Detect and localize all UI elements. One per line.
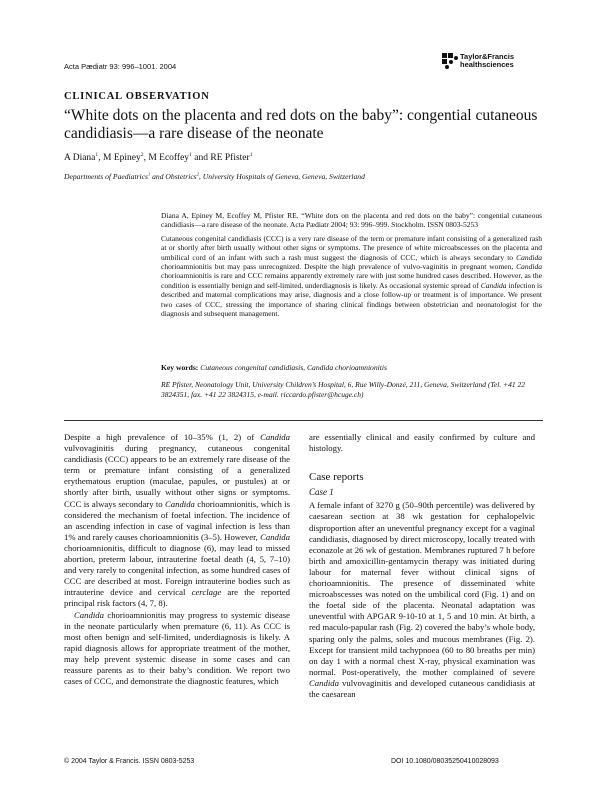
abstract-citation: Diana A, Epiney M, Ecoffey M, Pfister RE. “White dots on the placenta and red dots on the baby”: congential cutaneous candidiasis—a rare disease of the neonate. Acta Pædiatr 2004; 93: 996–999. Stockholm. ISSN 0803-5253: [161, 211, 542, 230]
body-column-right: [309, 432, 535, 700]
author-name: RE Pfister: [210, 153, 250, 163]
body-paragraph: A female infant of 3270 g (50–90th percentile) was delivered by caesarean section at 38 wk gestation for cephalopelvic disproportion after an uneventful pregnancy except for a vaginal candidiasis, diagnosed by direct microscopy, locally treated with econazole at 26 wk of gestation. Membranes ruptured 7 h before birth and amoxicillin-gentamycin therapy was initiated during labour for maternal fever without clinical signs of chorioamnionitis. The presence of disseminated white microabscesses was noted on the umbilical cord (Fig. 1) and on the foetal side of the placenta. Neonatal adaptation was uneventful with APGAR 9-10-10 at 1, 5 and 10 min. At birth, a red maculo-papular rash (Fig. 2) covered the baby’s whole body, sparing only the palms, soles and mucous membranes (Fig. 2). Except for transient mild tachypnoea (60 to 80 breaths per min) on day 1 with a normal chest X-ray, physical examination was normal. Post-operatively, the mother complained of severe Candida vulvovaginitis and developed cutaneous candidiasis at the caesarean: [309, 500, 535, 699]
publisher-name: Taylor&Francis healthsciences: [460, 52, 515, 69]
section-divider: [64, 420, 543, 421]
publisher-logo: [442, 53, 514, 69]
footer-copyright: © 2004 Taylor & Francis. ISSN 0803-5253: [64, 758, 195, 765]
correspondence-address: RE Pfister, Neonatology Unit, University Children’s Hospital, 6, Rue Willy-Donzé, 211, Geneva, Switzerland (Tel. +41 22 3824351, fax. +41 22 3824315, e-mail. riccardo.pfister@hcuge.ch): [161, 380, 525, 399]
footer-doi: DOI 10.1080/08035250410028093: [391, 758, 499, 765]
keywords: [161, 363, 542, 372]
case-reports-heading: Case reports: [309, 471, 364, 484]
author-name: M Epiney: [103, 153, 141, 163]
author-name: A Diana: [64, 153, 96, 163]
author-list: A Diana$^1$, M Epiney$^2$, M Ecoffey$^1$ and RE Pfister$^1$: [64, 151, 253, 163]
abstract: [161, 211, 542, 318]
body-paragraph: Despite a high prevalence of 10–35% (1, 2) of Candida vulvovaginitis during pregnancy, cutaneous congenital candidiasis (CCC) appears to be an extremely rare disease of the term or premature infant consisting of a generalized erythematous eruption (maculae, papules, or pustules) at or shortly after birth, usually without other signs or symptoms. CCC is always secondary to Candida chorioamnionitis, which is considered the mechanism of foetal infection. The incidence of an ascending infection in case of vaginal infection is less than 1% and rarely causes chorioamnionitis (3–5). However, Candida chorioamnionitis, difficult to diagnose (6), may lead to missed abortion, preterm labour, intrauterine foetal death (4, 5, 7–10) and very rarely to congenital infection, as some hundred cases of CCC are described at most. Foreign intrauterine bodies such as intrauterine device and cervical cerclage are the reported principal risk factors (4, 7, 8).: [64, 432, 290, 609]
publisher-mark-icon: [442, 53, 458, 69]
keywords-label: Key words:: [161, 363, 199, 372]
affiliations: Departments of Paediatrics$^1$ and Obstetrics$^2$, University Hospitals of Geneva, Geneva, Switzerland: [64, 171, 365, 181]
body-paragraph: are essentially clinical and easily confirmed by culture and histology.: [309, 432, 535, 454]
body-paragraph: Candida chorioamnionitis may progress to systemic disease in the neonate particularly when premature (6, 11). As CCC is most often benign and self-limited, underdiagnosis is likely. A rapid diagnosis allows for appropriate treatment of the mother, may help prevent systemic disease in some cases and can reassure parents as to their baby’s condition. We report two cases of CCC, and demonstrate the diagnostic features, which: [64, 609, 290, 687]
keywords-list: Cutaneous congenital candidiasis, Candida chorioamnionitis: [200, 363, 387, 372]
case-1-heading: Case 1: [309, 487, 334, 498]
article-title: “White dots on the placenta and red dots on the baby”: congential cutaneous candidiasis—a rare disease of the neonate: [64, 107, 538, 142]
author-name: M Ecoffey: [148, 153, 190, 163]
body-column-left: [64, 432, 290, 687]
section-label: CLINICAL OBSERVATION: [64, 91, 210, 102]
abstract-body: Cutaneous congenital candidiasis (CCC) is a very rare disease of the term or premature infant consisting of a generalized rash at or shortly after birth usually without other signs or symptoms. The presence of white microabscesses on the placenta and umbilical cord of an infant with such a rash must suggest the diagnosis of CCC, which is always secondary to Candida chorioamnionitis but may pass unrecognized. Despite the high prevalence of vulvo-vaginitis in pregnant women, Candida chorioamnionitis is rare and CCC remains apparently extremely rare with just some hundred cases described. However, as the condition is essentially benign and self-limited, underdiagnosis is likely. As occasional systemic spread of Candida infection is described and maternal complications may arise, diagnosis and a close follow-up or treatment is of importance. We present two cases of CCC, stressing the importance of sharing clinical findings between obstetrician and neonatologist for the diagnosis and subsequent management.: [161, 233, 542, 319]
journal-citation-header: Acta Pædiatr 93: 996–1001. 2004: [64, 62, 177, 71]
